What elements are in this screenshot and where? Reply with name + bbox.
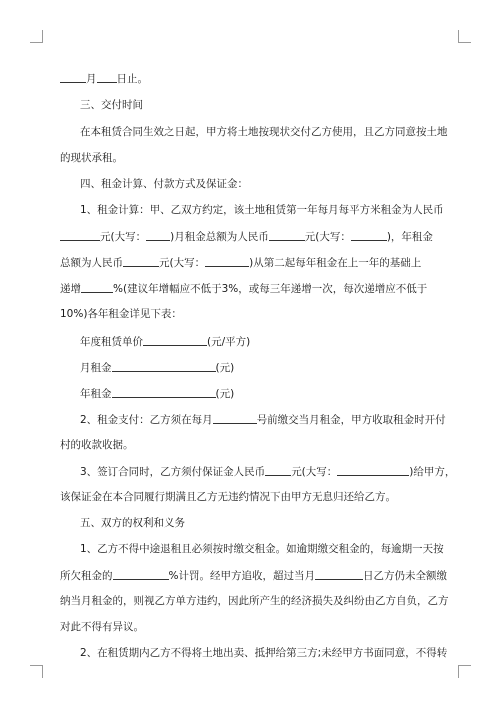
blank-field	[146, 229, 170, 241]
blank-field	[81, 281, 113, 293]
blank-field	[265, 464, 291, 476]
paragraph-line: 2、租金支付：乙方须在每月 号前缴交当月租金，甲方收取租金时开付	[80, 414, 446, 426]
crop-mark-bottom-left	[30, 665, 43, 678]
paragraph-line: 对此不得有异议。	[60, 621, 144, 633]
blank-field	[112, 360, 216, 372]
paragraph-line: 2、在租赁期内乙方不得将土地出卖、抵押给第三方;未经甲方书面同意，不得转	[80, 647, 448, 659]
section-heading: 三、交付时间	[80, 99, 143, 111]
paragraph-line: 纳当月租金的，则视乙方单方违约，因此所产生的经济损失及纠纷由乙方自负，乙方	[60, 595, 449, 607]
paragraph-line: 3、签订合同时，乙方须付保证金人民币 元(大写： )给甲方，	[80, 466, 456, 478]
blank-field	[315, 568, 363, 580]
blank-field	[143, 334, 207, 346]
rent-table-row: 年度租赁单价 (元/平方)	[80, 336, 251, 348]
blank-field	[351, 229, 387, 241]
blank-field	[113, 568, 169, 580]
rent-table-row: 月租金 (元)	[80, 362, 235, 374]
crop-mark-top-left	[30, 30, 43, 43]
paragraph-line: 1、乙方不得中途退租且必须按时缴交租金。如逾期缴交租金的，每逾期一天按	[80, 543, 444, 555]
blank-field	[60, 71, 86, 83]
blank-field	[269, 229, 305, 241]
paragraph-line: 该保证金在本合同履行期满且乙方无违约情况下由甲方无息归还给乙方。	[60, 491, 396, 503]
paragraph-line: 在本租赁合同生效之日起，甲方将土地按现状交付乙方使用，且乙方同意按土地	[80, 126, 448, 138]
section-heading: 四、租金计算、付款方式及保证金：	[80, 178, 248, 190]
paragraph-line: 10%)各年租金详见下表：	[60, 308, 182, 320]
crop-mark-bottom-right	[458, 665, 471, 678]
paragraph-line: 所欠租金的 %计罚。经甲方追收，超过当月 日乙方仍未全额缴	[60, 570, 447, 582]
rent-table-row: 年租金 (元)	[80, 388, 235, 400]
paragraph-line: 总额为人民币 元(大写： )从第二起每年租金在上一年的基础上	[60, 257, 422, 269]
crop-mark-top-right	[458, 30, 471, 43]
paragraph-line: 村的收款收据。	[60, 439, 134, 451]
blank-field	[112, 386, 216, 398]
blank-field	[60, 229, 100, 241]
line-01: 月 日止。	[60, 71, 148, 85]
section-heading: 五、双方的权利和义务	[80, 517, 185, 529]
blank-field	[337, 464, 409, 476]
paragraph-line: 的现状承租。	[60, 152, 123, 164]
paragraph-line: 元(大写： )月租金总额为人民币 元(大写： )，年租金	[60, 229, 433, 243]
paragraph-line: 递增 %(建议年增幅应不低于3%，或每三年递增一次，每次递增应不低于	[60, 283, 428, 295]
paragraph-line: 1、租金计算：甲、乙双方约定，该土地租赁第一年每月每平方米租金为人民币	[80, 204, 444, 216]
blank-field	[123, 255, 159, 267]
blank-field	[213, 412, 257, 424]
blank-field	[205, 255, 249, 267]
blank-field	[97, 71, 117, 83]
